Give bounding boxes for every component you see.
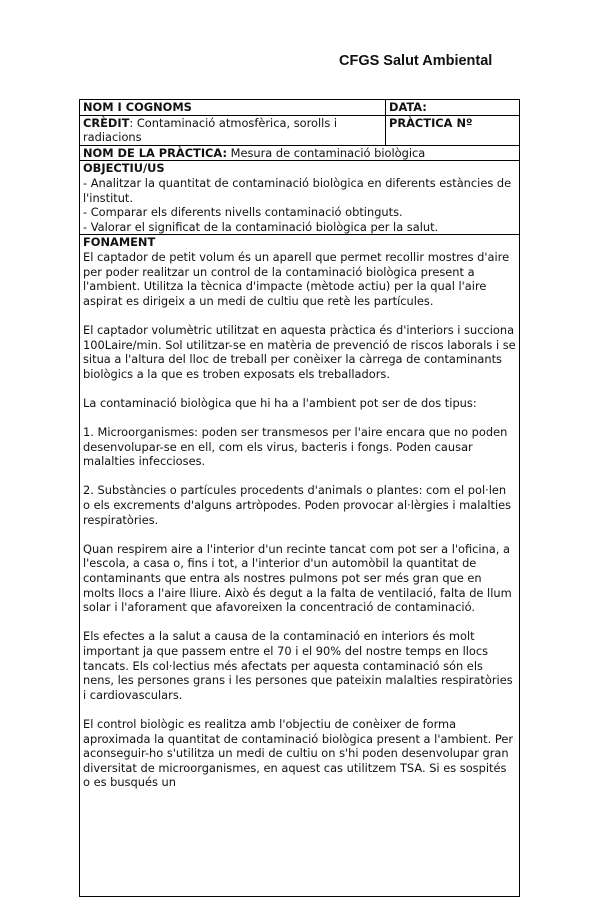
foundation-cell [80, 235, 519, 896]
foundation-paragraph: Quan respirem aire a l'interior d'un recinte tancat com pot ser a l'oficina, a l'escola, a casa o, fins i tot, a l'interior d'un automòbil la quantitat de contaminants que entra als nostres pulmons pot ser més gran que en molts llocs a l'aire lliure. Això és degut a la falta de ventilació, falta de llum solar i l'aforament que afavoreixen la concentració de contaminació. [83, 541, 512, 615]
practice-name-label: NOM DE LA PRÀCTICA: [83, 145, 228, 160]
practice-name-row [80, 146, 519, 162]
foundation-paragraph: 1. Microorganismes: poden ser transmesos per l'aire encara que no poden desenvolupar-se en ell, com els virus, bacteris i fongs. Poden causar malalties infeccioses. [83, 425, 508, 469]
foundation-paragraph: La contaminació biològica que hi ha a l'ambient pot ser de dos tipus: [83, 395, 477, 410]
foundation-paragraph: El captador volumètric utilitzat en aquesta pràctica és d'interiors i succiona 100Laire/min. Sol utilitzar-se en matèria de prevenció de riscos laborals i se situa a l'altura del lloc de treball per conèixer la càrrega de contaminants biològics a la que es troben exposats els treballadors. [83, 322, 516, 381]
credit-cell [80, 116, 386, 145]
credit-practice-row [80, 116, 519, 146]
foundation-paragraph: El control biològic es realitza amb l'objectiu de conèixer de forma aproximada la quantitat de contaminació biològica present a l'ambient. Per aconseguir-ho s'utilitza un medi de cultiu on s'hi poden desenvolupar gran diversitat de microorganismes, en aquest cas utilitzem TSA. Si es sospités o es busqués un [83, 716, 514, 790]
objectives-cell [80, 161, 519, 234]
objective-item: - Analitzar la quantitat de contaminació biològica en diferents estàncies de l'institut. [83, 175, 512, 205]
practice-name-cell [80, 146, 519, 161]
practice-number-label: PRÀCTICA Nº [389, 115, 473, 130]
practice-name-value: Mesura de contaminació biològica [227, 145, 426, 160]
foundation-label: FONAMENT [83, 235, 156, 250]
credit-label: CRÈDIT [83, 115, 130, 130]
objectives-row [80, 161, 519, 235]
foundation-paragraph: El captador de petit volum és un aparell que permet recollir mostres d'aire per poder realitzar un control de la contaminació biològica present a l'ambient. Utilitza la tècnica d'impacte (mètode actiu) per la qual l'aire aspirat es dirigeix a un medi de cultiu que retè les partícules. [83, 249, 510, 308]
foundation-paragraph: Els efectes a la salut a causa de la contaminació en interiors és molt important ja que passem entre el 70 i el 90% del nostre temps en llocs tancats. Els col·lectius més afectats per aquesta contaminació són els nens, les persones grans i les persones que pateixin malalties respiratòries i cardiovasculars. [83, 629, 513, 702]
objective-item: - Comparar els diferents nivells contaminació obtinguts. [83, 205, 403, 220]
name-date-row [80, 100, 519, 116]
foundation-paragraph: 2. Substàncies o partícules procedents d'animals o plantes: com el pol·len o els excrements d'alguns artròpodes. Poden provocar al·lèrgies i malalties respiratòries. [83, 483, 512, 527]
foundation-row [80, 235, 519, 896]
objectives-label: OBJECTIU/US [83, 161, 165, 176]
objective-item: - Valorar el significat de la contaminació biològica per la salut. [83, 219, 439, 234]
name-label: NOM I COGNOMS [80, 100, 386, 115]
credit-value: : Contaminació atmosfèrica, sorolls i radiacions [83, 115, 338, 145]
date-label: DATA: [389, 100, 427, 114]
page-header-title: CFGS Salut Ambiental [339, 53, 493, 69]
practice-form-table [79, 99, 520, 897]
